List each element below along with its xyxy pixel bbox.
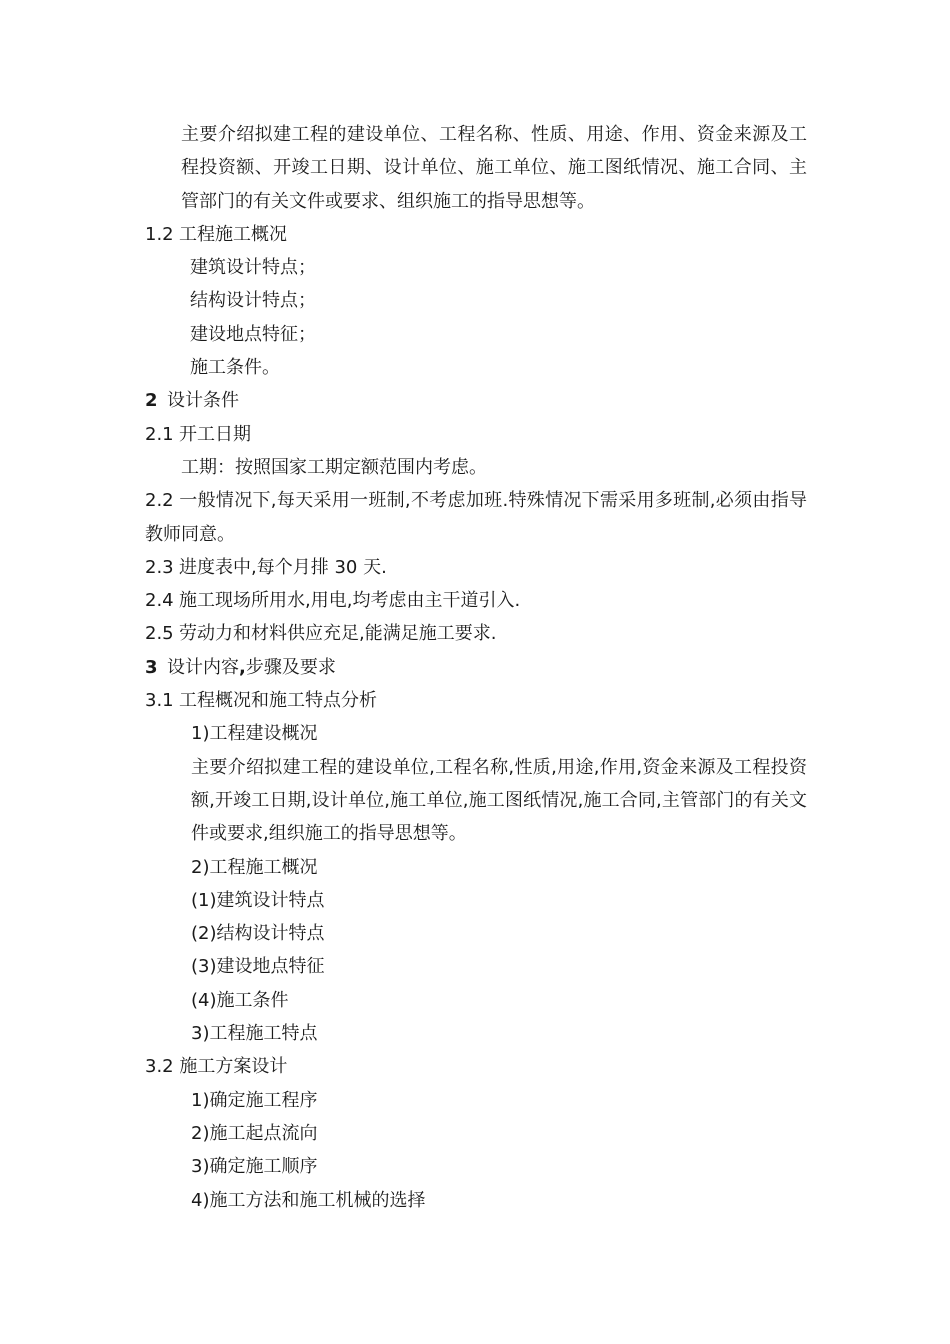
section-3-2-heading: 3.2 施工方案设计: [145, 1056, 288, 1078]
section-2-3-line: [145, 551, 807, 584]
section-title: 设计条件: [167, 390, 239, 412]
section-number: 3.1: [145, 690, 174, 712]
section-title-rest: 步骤及要求: [245, 656, 336, 678]
subsection-heading: 3)工程施工特点: [191, 1023, 318, 1045]
list-item: (2)结构设计特点: [191, 923, 325, 945]
list-item: 3)确定施工顺序: [191, 1156, 318, 1178]
section-number: 1.2: [145, 223, 174, 245]
section-2-4-line: [145, 584, 807, 617]
section-title: 工程施工概况: [179, 223, 287, 245]
section-title: 开工日期: [179, 423, 251, 445]
section-2-1-heading: [145, 418, 807, 451]
schedule-note: 工期：按照国家工期定额范围内考虑。: [181, 456, 487, 478]
section-3-1-heading: [145, 684, 807, 717]
document-body: [145, 118, 807, 1217]
section-text: 劳动力和材料供应充足,能满足施工要求.: [179, 623, 497, 645]
list-item: 4)施工方法和施工机械的选择: [191, 1189, 426, 1211]
list-item: (1)建筑设计特点: [191, 889, 325, 911]
list-item: 1)确定施工程序: [191, 1089, 318, 1111]
section-text: 进度表中,每个月排 30 天.: [179, 556, 387, 578]
section-number: 2: [145, 390, 158, 412]
list-item: 建设地点特征；: [190, 323, 316, 345]
section-1-2-heading: [145, 218, 807, 251]
section-3-heading: [145, 651, 807, 684]
section-number: 2.3: [145, 556, 174, 578]
section-text: 施工现场所用水,用电,均考虑由主干道引入.: [179, 590, 521, 612]
section-title-comma: ,: [239, 656, 246, 678]
project-overview-paragraph: 主要介绍拟建工程的建设单位,工程名称,性质,用途,作用,资金来源及工程投资额,开竣工日期,设计单位,施工单位,施工图纸情况,施工合同,主管部门的有关文件或要求,组织施工的指导思想等。: [191, 756, 807, 845]
section-title: 设计内容: [167, 656, 239, 678]
section-2-2-paragraph: [145, 484, 807, 551]
subsection-heading: 1)工程建设概况: [191, 723, 318, 745]
section-2-heading: [145, 384, 807, 417]
list-item: 施工条件。: [190, 357, 280, 379]
intro-paragraph: 主要介绍拟建工程的建设单位、工程名称、性质、用途、作用、资金来源及工程投资额、开竣工日期、设计单位、施工单位、施工图纸情况、施工合同、主管部门的有关文件或要求、组织施工的指导思想等。: [181, 124, 807, 212]
section-number: 2.2: [145, 490, 174, 512]
section-text: 一般情况下,每天采用一班制,不考虑加班.特殊情况下需采用多班制,必须由指导教师同意。: [145, 490, 807, 545]
list-item: 2)施工起点流向: [191, 1122, 318, 1144]
section-number: 2.1: [145, 423, 174, 445]
section-title: 工程概况和施工特点分析: [179, 690, 377, 712]
list-item: (3)建设地点特征: [191, 956, 325, 978]
subsection-heading: 2)工程施工概况: [191, 856, 318, 878]
section-number: 2.5: [145, 623, 174, 645]
list-item: (4)施工条件: [191, 989, 289, 1011]
section-number: 3: [145, 656, 158, 678]
list-item: 结构设计特点；: [190, 290, 316, 312]
section-2-5-line: [145, 617, 807, 650]
list-item: 建筑设计特点；: [190, 257, 316, 279]
section-number: 2.4: [145, 590, 174, 612]
